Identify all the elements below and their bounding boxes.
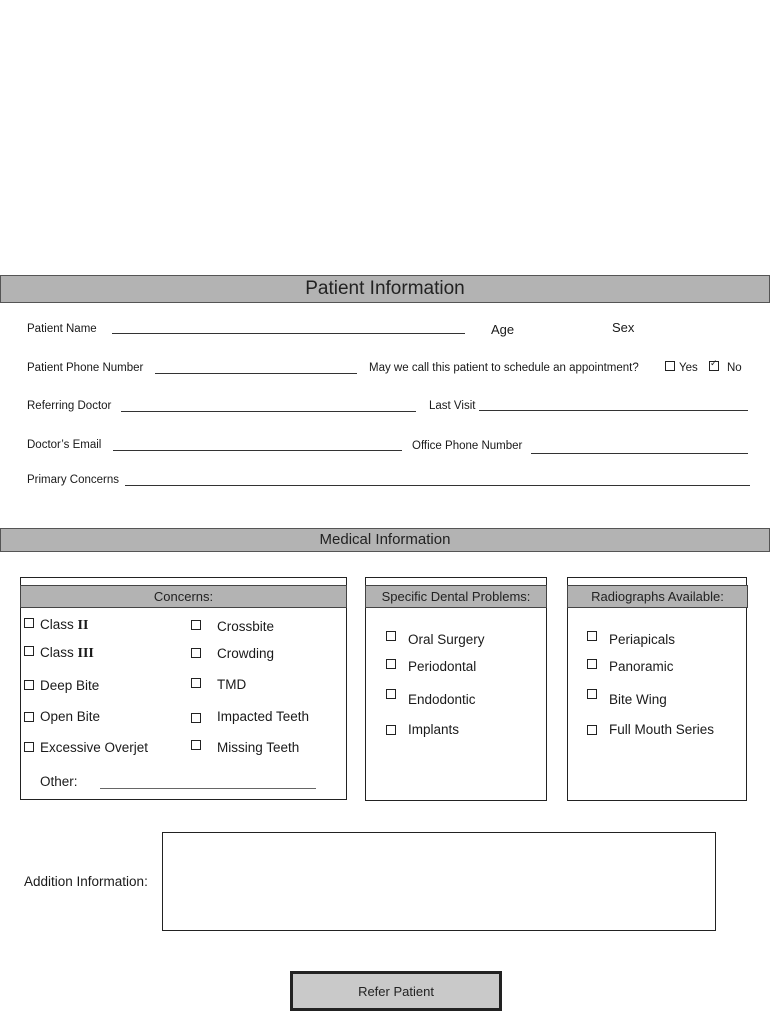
patient-phone-field[interactable] — [155, 373, 357, 374]
bite-wing-checkbox[interactable] — [587, 689, 597, 699]
additional-information-textarea[interactable] — [162, 832, 716, 931]
concerns-title: Concerns: — [20, 585, 347, 608]
referring-doctor-label: Referring Doctor — [27, 400, 112, 412]
medical-information-header: Medical Information — [0, 528, 770, 552]
endodontic-label: Endodontic — [408, 692, 476, 707]
implants-checkbox[interactable] — [386, 725, 396, 735]
open-bite-label: Open Bite — [40, 709, 101, 724]
full-mouth-series-checkbox[interactable] — [587, 725, 597, 735]
periodontal-label: Periodontal — [408, 659, 477, 674]
class-iii-label: Class III — [40, 645, 94, 661]
call-yes-checkbox[interactable] — [665, 361, 675, 371]
tmd-label: TMD — [217, 677, 247, 692]
deep-bite-checkbox[interactable] — [24, 680, 34, 690]
office-phone-label: Office Phone Number — [412, 440, 523, 452]
full-mouth-series-label: Full Mouth Series — [609, 722, 715, 737]
periapicals-checkbox[interactable] — [587, 631, 597, 641]
oral-surgery-checkbox[interactable] — [386, 631, 396, 641]
crowding-checkbox[interactable] — [191, 648, 201, 658]
patient-phone-label: Patient Phone Number — [27, 362, 144, 374]
office-phone-field[interactable] — [531, 453, 748, 454]
endodontic-checkbox[interactable] — [386, 689, 396, 699]
tmd-checkbox[interactable] — [191, 678, 201, 688]
other-label: Other: — [40, 774, 78, 789]
bite-wing-label: Bite Wing — [609, 692, 667, 707]
primary-concerns-field[interactable] — [125, 485, 750, 486]
class-iii-checkbox[interactable] — [24, 646, 34, 656]
missing-teeth-label: Missing Teeth — [217, 740, 300, 755]
impacted-teeth-checkbox[interactable] — [191, 713, 201, 723]
periapicals-label: Periapicals — [609, 632, 676, 647]
patient-name-label: Patient Name — [27, 323, 97, 335]
radiographs-title: Radiographs Available: — [567, 585, 748, 608]
last-visit-field[interactable] — [479, 410, 748, 411]
call-no-checkbox[interactable] — [709, 361, 719, 371]
panoramic-label: Panoramic — [609, 659, 674, 674]
dental-problems-title: Specific Dental Problems: — [365, 585, 547, 608]
patient-name-field[interactable] — [112, 333, 465, 334]
referring-doctor-field[interactable] — [121, 411, 416, 412]
class-ii-checkbox[interactable] — [24, 618, 34, 628]
other-field[interactable] — [100, 788, 316, 789]
call-question-label: May we call this patient to schedule an appointment? — [369, 362, 639, 374]
age-label: Age — [491, 322, 515, 337]
excessive-overjet-label: Excessive Overjet — [40, 740, 149, 755]
class-ii-label: Class II — [40, 617, 89, 633]
crossbite-checkbox[interactable] — [191, 620, 201, 630]
impacted-teeth-label: Impacted Teeth — [217, 709, 310, 724]
implants-label: Implants — [408, 722, 460, 737]
panoramic-checkbox[interactable] — [587, 659, 597, 669]
excessive-overjet-checkbox[interactable] — [24, 742, 34, 752]
open-bite-checkbox[interactable] — [24, 712, 34, 722]
refer-patient-button[interactable]: Refer Patient — [290, 971, 502, 1011]
last-visit-label: Last Visit — [429, 400, 476, 412]
call-no-label: No — [727, 362, 742, 374]
patient-information-header: Patient Information — [0, 275, 770, 303]
sex-label: Sex — [612, 320, 635, 335]
call-yes-label: Yes — [679, 362, 698, 374]
doctor-email-field[interactable] — [113, 450, 402, 451]
crossbite-label: Crossbite — [217, 619, 275, 634]
missing-teeth-checkbox[interactable] — [191, 740, 201, 750]
periodontal-checkbox[interactable] — [386, 659, 396, 669]
additional-information-label: Addition Information: — [24, 874, 148, 889]
crowding-label: Crowding — [217, 646, 275, 661]
primary-concerns-label: Primary Concerns — [27, 474, 120, 486]
doctor-email-label: Doctor’s Email — [27, 439, 102, 451]
oral-surgery-label: Oral Surgery — [408, 632, 485, 647]
deep-bite-label: Deep Bite — [40, 678, 100, 693]
